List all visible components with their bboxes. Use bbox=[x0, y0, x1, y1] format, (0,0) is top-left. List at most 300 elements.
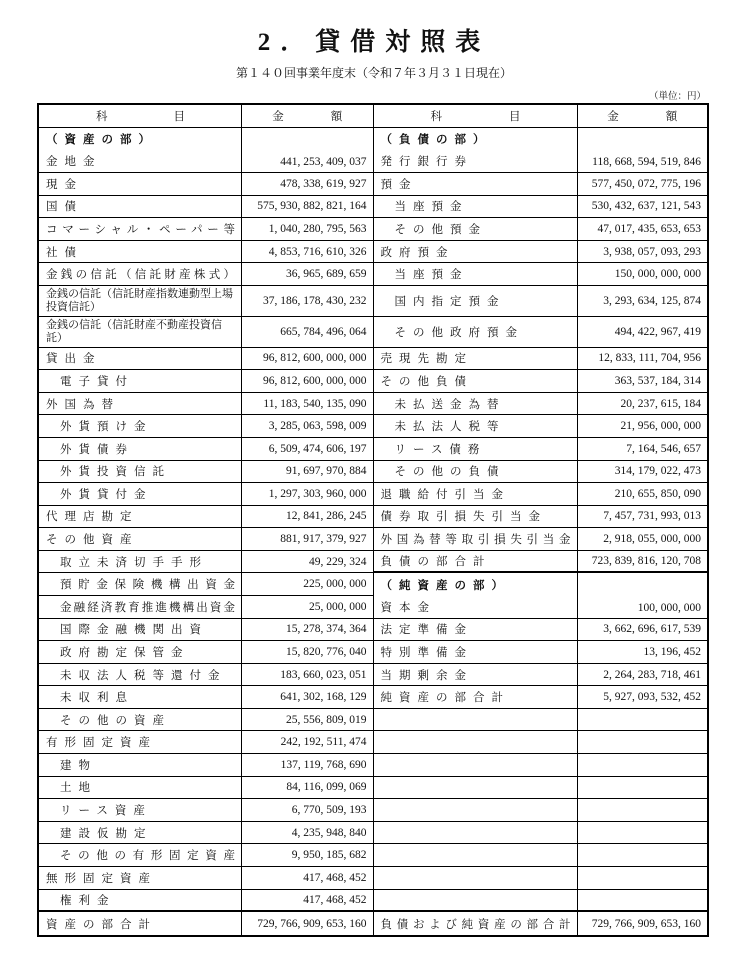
amount-cell bbox=[242, 799, 373, 821]
amount-cell bbox=[578, 844, 708, 866]
item-cell bbox=[374, 822, 578, 844]
amount-cell bbox=[242, 317, 373, 347]
table-row bbox=[39, 867, 373, 890]
amount-cell bbox=[242, 664, 373, 686]
item-cell bbox=[39, 317, 242, 347]
amount-value: 242, 192, 511, 474 bbox=[280, 736, 367, 749]
amount-header: 金 額 bbox=[272, 110, 343, 123]
amount-cell bbox=[242, 218, 373, 240]
table-row bbox=[39, 438, 373, 461]
item-cell bbox=[374, 641, 578, 663]
amount-cell bbox=[242, 461, 373, 483]
item-cell bbox=[39, 664, 242, 686]
amount-cell bbox=[578, 348, 708, 370]
table-row bbox=[39, 822, 373, 845]
item-cell bbox=[374, 528, 578, 550]
item-label: 無形固定資産 bbox=[46, 872, 157, 885]
item-cell bbox=[374, 754, 578, 776]
amount-cell bbox=[578, 317, 708, 347]
item-label: 土地 bbox=[60, 782, 97, 795]
amount-value: 36, 965, 689, 659 bbox=[286, 268, 367, 281]
table-row bbox=[374, 641, 708, 664]
amount-cell bbox=[578, 286, 708, 316]
amount-cell bbox=[578, 461, 708, 483]
item-header-cell bbox=[374, 105, 578, 127]
item-label: 負債および純資産の部合計 bbox=[380, 918, 576, 931]
item-label: 当座預金 bbox=[394, 201, 469, 214]
item-label: 特別準備金 bbox=[380, 646, 473, 659]
amount-cell bbox=[578, 731, 708, 753]
table-row bbox=[39, 461, 373, 484]
amount-cell bbox=[242, 619, 373, 641]
amount-header-cell bbox=[578, 105, 708, 127]
amount-value: 363, 537, 184, 314 bbox=[614, 375, 701, 387]
item-cell bbox=[374, 686, 578, 708]
table-row bbox=[374, 461, 708, 484]
amount-cell bbox=[242, 173, 373, 195]
amount-value: 417, 468, 452 bbox=[303, 893, 367, 906]
item-cell bbox=[374, 128, 578, 172]
document-subtitle: 第１４０回事業年度末（令和７年３月３１日現在） bbox=[235, 66, 512, 80]
amount-value: 137, 119, 768, 690 bbox=[280, 758, 367, 771]
table-row bbox=[39, 196, 373, 219]
amount-cell bbox=[242, 415, 373, 437]
item-label: 有形固定資産 bbox=[46, 737, 157, 750]
item-cell bbox=[374, 173, 578, 195]
section-heading: （負債の部） bbox=[380, 133, 492, 146]
amount-value: 1, 297, 303, 960, 000 bbox=[268, 487, 367, 500]
amount-cell bbox=[242, 777, 373, 799]
item-cell bbox=[39, 483, 242, 505]
amount-value: 20, 237, 615, 184 bbox=[620, 397, 701, 410]
item-label: 政府勘定保管金 bbox=[60, 646, 190, 659]
table-row bbox=[374, 731, 708, 754]
item-label: 当期剰余金 bbox=[380, 669, 473, 682]
amount-value: 665, 784, 496, 064 bbox=[280, 325, 367, 338]
item-label: 貸出金 bbox=[46, 353, 102, 366]
table-row bbox=[39, 686, 373, 709]
table-row bbox=[39, 551, 373, 574]
table-row bbox=[374, 506, 708, 529]
table-row bbox=[374, 370, 708, 393]
table-row bbox=[374, 822, 708, 845]
item-label: 債券取引損失引当金 bbox=[380, 511, 547, 524]
amount-value: 118, 668, 594, 519, 846 bbox=[592, 156, 701, 169]
amount-value: 723, 839, 816, 120, 708 bbox=[591, 555, 701, 568]
table-row bbox=[374, 317, 708, 348]
amount-cell bbox=[242, 573, 373, 595]
table-row bbox=[374, 619, 708, 642]
item-cell bbox=[39, 709, 242, 731]
amount-cell bbox=[578, 241, 708, 263]
item-label: 外貨貸付金 bbox=[60, 488, 153, 501]
item-cell bbox=[374, 461, 578, 483]
item-cell bbox=[39, 822, 242, 844]
total-row bbox=[374, 912, 708, 935]
item-label: 建物 bbox=[60, 759, 97, 772]
amount-value: 150, 000, 000, 000 bbox=[614, 268, 701, 281]
item-cell bbox=[374, 415, 578, 437]
amount-cell bbox=[242, 393, 373, 415]
item-label: コマーシャル・ペーパー等 bbox=[46, 224, 240, 236]
amount-value: 25, 000, 000 bbox=[309, 600, 367, 613]
item-label: 資産の部合計 bbox=[46, 918, 157, 931]
amount-cell bbox=[242, 641, 373, 663]
amount-value: 11, 183, 540, 135, 090 bbox=[263, 397, 367, 410]
table-row bbox=[39, 317, 373, 348]
item-label: 未払法人税等 bbox=[394, 421, 506, 434]
amount-cell bbox=[578, 128, 708, 172]
item-cell bbox=[39, 263, 242, 285]
amount-cell bbox=[578, 890, 708, 911]
section-heading: （資産の部） bbox=[46, 133, 157, 146]
item-cell bbox=[39, 438, 242, 460]
amount-header: 金 額 bbox=[607, 110, 678, 123]
item-label: 負債の部合計 bbox=[380, 556, 492, 569]
item-label: 国内指定預金 bbox=[394, 295, 506, 308]
amount-value: 15, 278, 374, 364 bbox=[286, 623, 367, 636]
amount-header-cell bbox=[242, 105, 373, 127]
table-row bbox=[39, 241, 373, 264]
item-cell bbox=[39, 528, 242, 550]
amount-value: 494, 422, 967, 419 bbox=[614, 325, 701, 338]
item-label: リース債務 bbox=[394, 443, 487, 456]
table-row bbox=[39, 777, 373, 800]
amount-value: 3, 938, 057, 093, 293 bbox=[603, 245, 701, 258]
amount-cell bbox=[578, 263, 708, 285]
table-row bbox=[39, 528, 373, 551]
amount-value: 2, 918, 055, 000, 000 bbox=[603, 533, 701, 546]
item-cell bbox=[374, 196, 578, 218]
amount-cell bbox=[578, 506, 708, 528]
item-cell bbox=[39, 686, 242, 708]
item-cell bbox=[374, 551, 578, 572]
amount-value: 9, 950, 185, 682 bbox=[291, 849, 367, 862]
item-cell bbox=[374, 506, 578, 528]
amount-value: 6, 509, 474, 606, 197 bbox=[268, 442, 367, 455]
item-cell bbox=[39, 173, 242, 195]
item-cell bbox=[374, 370, 578, 392]
liabilities-side bbox=[374, 105, 708, 935]
table-row bbox=[39, 393, 373, 416]
amount-value: 5, 927, 093, 532, 452 bbox=[603, 691, 701, 704]
amount-value: 12, 841, 286, 245 bbox=[286, 510, 367, 523]
document-title: 2．貸借対照表 bbox=[257, 29, 491, 56]
item-cell bbox=[39, 461, 242, 483]
item-cell bbox=[374, 912, 578, 935]
amount-cell bbox=[578, 438, 708, 460]
item-cell bbox=[374, 393, 578, 415]
amount-value: 478, 338, 619, 927 bbox=[280, 177, 367, 190]
table-row bbox=[374, 128, 708, 173]
amount-cell bbox=[242, 822, 373, 844]
item-cell bbox=[39, 506, 242, 528]
item-label: 国際金融機関出資 bbox=[60, 624, 208, 637]
amount-value: 15, 820, 776, 040 bbox=[286, 645, 367, 658]
table-row bbox=[374, 196, 708, 219]
item-cell bbox=[374, 619, 578, 641]
item-cell bbox=[374, 317, 578, 347]
table-row bbox=[39, 286, 373, 317]
table-row bbox=[374, 415, 708, 438]
item-cell bbox=[39, 912, 242, 935]
item-cell bbox=[374, 286, 578, 316]
amount-cell bbox=[578, 370, 708, 392]
table-row bbox=[39, 890, 373, 913]
amount-value: 729, 766, 909, 653, 160 bbox=[591, 917, 701, 930]
item-label: 社債 bbox=[46, 246, 83, 259]
amount-value: 96, 812, 600, 000, 000 bbox=[263, 352, 367, 365]
amount-value: 3, 293, 634, 125, 874 bbox=[603, 294, 701, 307]
header-row bbox=[39, 105, 373, 128]
amount-cell bbox=[578, 619, 708, 641]
amount-value: 575, 930, 882, 821, 164 bbox=[257, 200, 367, 213]
amount-cell bbox=[578, 867, 708, 889]
amount-value: 25, 556, 809, 019 bbox=[286, 713, 367, 726]
table-row bbox=[374, 709, 708, 732]
item-label: 金融経済教育推進機構出資金 bbox=[60, 601, 238, 614]
amount-value: 210, 655, 850, 090 bbox=[614, 487, 701, 500]
amount-cell bbox=[578, 551, 708, 572]
item-cell bbox=[374, 348, 578, 370]
item-cell bbox=[39, 286, 242, 316]
item-cell bbox=[374, 483, 578, 505]
table-row bbox=[374, 551, 708, 574]
item-header: 科 目 bbox=[96, 110, 185, 123]
item-cell bbox=[39, 777, 242, 799]
item-label: その他の有形固定資産 bbox=[60, 850, 242, 863]
item-label: 未払送金為替 bbox=[394, 398, 506, 411]
table-row bbox=[39, 506, 373, 529]
amount-value: 100, 000, 000 bbox=[637, 601, 701, 614]
table-row bbox=[374, 686, 708, 709]
item-cell bbox=[374, 241, 578, 263]
amount-cell bbox=[242, 867, 373, 889]
item-cell bbox=[39, 393, 242, 415]
table-row bbox=[374, 483, 708, 506]
amount-cell bbox=[242, 263, 373, 285]
amount-value: 577, 450, 072, 775, 196 bbox=[591, 177, 701, 190]
item-label: 外貨投資信託 bbox=[60, 466, 171, 479]
table-row bbox=[39, 370, 373, 393]
amount-value: 417, 468, 452 bbox=[303, 871, 367, 884]
amount-cell bbox=[242, 754, 373, 776]
table-row bbox=[39, 483, 373, 506]
item-label: 建設仮勘定 bbox=[60, 827, 153, 840]
unit-note: （単位：円） bbox=[648, 92, 706, 102]
amount-cell bbox=[242, 370, 373, 392]
item-label: その他の資産 bbox=[60, 714, 171, 727]
amount-value: 37, 186, 178, 430, 232 bbox=[263, 294, 367, 307]
amount-cell bbox=[242, 596, 373, 618]
amount-cell bbox=[242, 912, 373, 935]
amount-cell bbox=[242, 844, 373, 866]
amount-value: 12, 833, 111, 704, 956 bbox=[598, 352, 701, 365]
amount-value: 4, 853, 716, 610, 326 bbox=[268, 245, 367, 258]
item-cell bbox=[39, 415, 242, 437]
item-cell bbox=[39, 799, 242, 821]
amount-cell bbox=[578, 483, 708, 505]
amount-cell bbox=[242, 196, 373, 218]
table-row bbox=[39, 799, 373, 822]
table-row bbox=[374, 844, 708, 867]
table-row bbox=[39, 641, 373, 664]
amount-value: 3, 285, 063, 598, 009 bbox=[268, 420, 367, 433]
table-row bbox=[39, 619, 373, 642]
amount-value: 2, 264, 283, 718, 461 bbox=[603, 668, 701, 681]
table-row bbox=[374, 286, 708, 317]
amount-cell bbox=[242, 686, 373, 708]
amount-cell bbox=[242, 128, 373, 172]
item-label: 外国為替等取引損失引当金 bbox=[380, 534, 576, 547]
amount-value: 1, 040, 280, 795, 563 bbox=[268, 223, 367, 235]
header-row bbox=[374, 105, 708, 128]
amount-cell bbox=[578, 393, 708, 415]
assets-side bbox=[39, 105, 374, 935]
amount-value: 530, 432, 637, 121, 543 bbox=[591, 200, 701, 213]
amount-cell bbox=[242, 348, 373, 370]
item-cell bbox=[374, 218, 578, 240]
item-label: 金銭の信託（信託財産不動産投資信託） bbox=[46, 318, 222, 344]
amount-cell bbox=[578, 777, 708, 799]
amount-value: 21, 956, 000, 000 bbox=[620, 420, 701, 433]
item-label: その他負債 bbox=[380, 376, 473, 388]
amount-cell bbox=[578, 686, 708, 708]
table-row bbox=[374, 754, 708, 777]
item-cell bbox=[39, 641, 242, 663]
item-cell bbox=[39, 551, 242, 573]
table-row bbox=[374, 867, 708, 890]
item-label: その他資産 bbox=[46, 534, 139, 547]
item-cell bbox=[374, 664, 578, 686]
amount-value: 729, 766, 909, 653, 160 bbox=[257, 917, 367, 930]
table-row bbox=[374, 573, 708, 618]
item-label: 代理店勘定 bbox=[46, 511, 139, 524]
item-cell bbox=[374, 777, 578, 799]
table-row bbox=[39, 128, 373, 173]
item-cell bbox=[39, 890, 242, 911]
amount-cell bbox=[242, 551, 373, 573]
table-row bbox=[39, 731, 373, 754]
amount-cell bbox=[578, 573, 708, 617]
amount-cell bbox=[242, 286, 373, 316]
amount-cell bbox=[242, 438, 373, 460]
item-label: 未収利息 bbox=[60, 692, 134, 705]
item-cell bbox=[39, 867, 242, 889]
item-cell bbox=[39, 844, 242, 866]
item-cell bbox=[39, 241, 242, 263]
item-label: 金銭の信託（信託財産指数連動型上場投資信託） bbox=[46, 287, 233, 313]
item-cell bbox=[39, 754, 242, 776]
table-row bbox=[39, 754, 373, 777]
amount-value: 441, 253, 409, 037 bbox=[280, 156, 367, 169]
item-label: 純資産の部合計 bbox=[380, 692, 510, 705]
amount-value: 49, 229, 324 bbox=[309, 555, 367, 568]
item-label: 預金 bbox=[380, 178, 418, 191]
item-header: 科 目 bbox=[430, 110, 521, 123]
amount-value: 84, 116, 099, 069 bbox=[286, 781, 367, 794]
table-row bbox=[374, 348, 708, 371]
amount-value: 96, 812, 600, 000, 000 bbox=[263, 375, 367, 387]
amount-cell bbox=[578, 173, 708, 195]
amount-cell bbox=[242, 528, 373, 550]
table-row bbox=[39, 664, 373, 687]
item-label: 国債 bbox=[46, 201, 83, 214]
item-label: 外国為替 bbox=[46, 398, 120, 411]
item-label: 金地金 bbox=[46, 155, 102, 168]
item-label: 金銭の信託（信託財産株式） bbox=[46, 269, 239, 282]
table-row bbox=[374, 218, 708, 241]
table-row bbox=[39, 263, 373, 286]
amount-cell bbox=[242, 483, 373, 505]
item-cell bbox=[39, 731, 242, 753]
section-heading: （純資産の部） bbox=[380, 579, 510, 592]
amount-value: 47, 017, 435, 653, 653 bbox=[597, 223, 701, 235]
item-header-cell bbox=[39, 105, 242, 127]
amount-value: 91, 697, 970, 884 bbox=[286, 465, 367, 478]
item-cell bbox=[374, 731, 578, 753]
item-label: 政府預金 bbox=[380, 246, 455, 259]
item-cell bbox=[39, 370, 242, 392]
item-cell bbox=[39, 128, 242, 172]
table-row bbox=[374, 777, 708, 800]
amount-cell bbox=[242, 731, 373, 753]
table-row bbox=[39, 348, 373, 371]
amount-cell bbox=[578, 415, 708, 437]
table-row bbox=[374, 890, 708, 913]
item-cell bbox=[39, 218, 242, 240]
amount-value: 13, 196, 452 bbox=[643, 645, 701, 658]
table-row bbox=[39, 573, 373, 596]
amount-value: 7, 164, 546, 657 bbox=[626, 442, 701, 455]
item-cell bbox=[39, 596, 242, 618]
amount-cell bbox=[578, 754, 708, 776]
item-label: その他の負債 bbox=[394, 466, 506, 479]
item-cell bbox=[374, 709, 578, 731]
balance-sheet-table bbox=[37, 103, 709, 937]
amount-value: 183, 660, 023, 051 bbox=[280, 668, 367, 681]
item-cell bbox=[39, 573, 242, 595]
item-label: 取立未済切手手形 bbox=[60, 556, 208, 569]
amount-cell bbox=[242, 241, 373, 263]
table-row bbox=[374, 241, 708, 264]
table-row bbox=[374, 263, 708, 286]
amount-value: 225, 000, 000 bbox=[303, 578, 367, 591]
item-label: リース資産 bbox=[60, 804, 152, 817]
item-label: 売現先勘定 bbox=[380, 353, 473, 366]
amount-cell bbox=[578, 912, 708, 935]
table-row bbox=[39, 844, 373, 867]
item-label: 退職給付引当金 bbox=[380, 488, 510, 501]
amount-cell bbox=[578, 822, 708, 844]
item-label: 発行銀行券 bbox=[380, 155, 473, 168]
table-row bbox=[374, 393, 708, 416]
amount-value: 641, 302, 168, 129 bbox=[280, 691, 367, 704]
item-label: 当座預金 bbox=[394, 269, 469, 282]
amount-value: 6, 770, 509, 193 bbox=[291, 803, 367, 816]
item-cell bbox=[39, 619, 242, 641]
item-cell bbox=[39, 196, 242, 218]
amount-cell bbox=[578, 641, 708, 663]
item-cell bbox=[374, 263, 578, 285]
item-label: 外貨債券 bbox=[60, 443, 134, 456]
table-row bbox=[39, 596, 373, 619]
item-cell bbox=[374, 890, 578, 911]
item-label: その他預金 bbox=[394, 224, 487, 236]
amount-cell bbox=[578, 664, 708, 686]
table-row bbox=[374, 173, 708, 196]
table-row bbox=[39, 173, 373, 196]
